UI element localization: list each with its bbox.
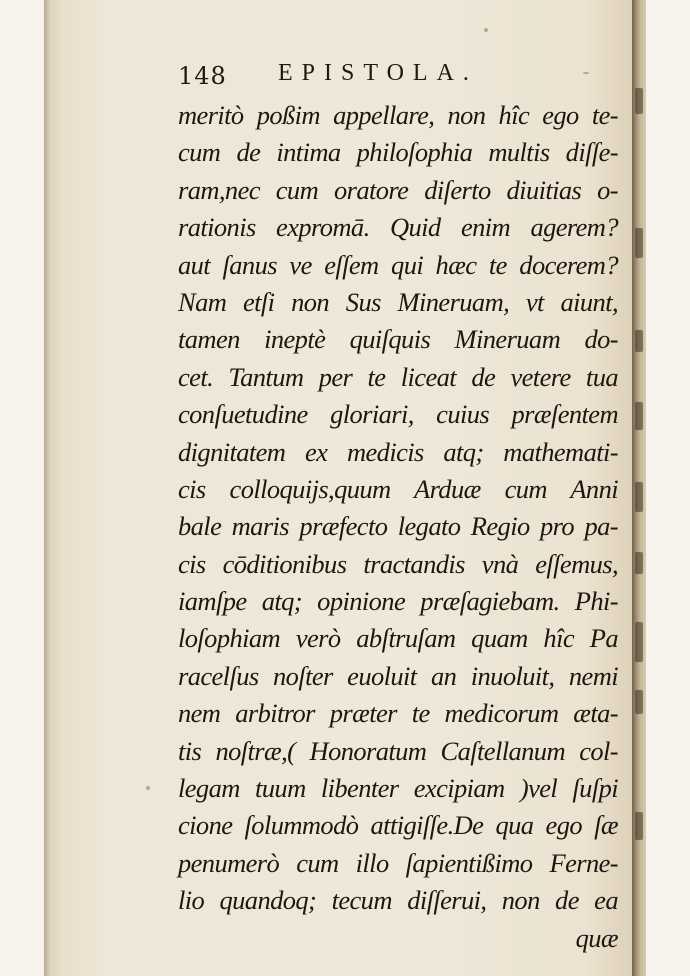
facing-page-ink	[635, 690, 643, 714]
text-line: meritò poßim appellare, non hîc ego te-	[178, 100, 618, 130]
page-number: 148	[178, 62, 227, 90]
paper-speck	[484, 28, 488, 32]
facing-page-ink	[635, 330, 643, 352]
paper-speck	[146, 786, 150, 790]
running-head: EPISTOLA.	[278, 60, 478, 86]
facing-page-edge	[632, 0, 646, 976]
text-line: cis colloquijs,quum Arduæ cum Anni	[178, 473, 618, 504]
text-line: ram,nec cum oratore diſerto diuitias o-	[178, 174, 618, 205]
text-line: aut ſanus ve eſſem qui hæc te docerem?	[178, 249, 618, 280]
facing-page-ink	[635, 402, 643, 430]
text-line: cum de intima philoſophia multis diſſe-	[178, 137, 618, 168]
text-line: tis noſtræ,( Honoratum Caſtellanum col-	[178, 735, 618, 766]
text-line: dignitatem ex medicis atq; mathemati-	[178, 436, 618, 467]
facing-page-ink	[635, 552, 643, 574]
facing-page-ink	[635, 482, 643, 512]
text-line: cet. Tantum per te liceat de vetere tua	[178, 361, 618, 392]
text-line: iamſpe atq; opinione præſagiebam. Phi-	[178, 586, 618, 617]
text-line: rationis expromā. Quid enim agerem?	[178, 212, 618, 243]
text-line: Nam etſi non Sus Mineruam, vt aiunt,	[178, 286, 618, 317]
text-line: penumerò cum illo ſapientißimo Ferne-	[178, 847, 618, 878]
facing-page-ink	[635, 812, 643, 840]
facing-page-ink	[635, 88, 643, 114]
gutter-shadow	[44, 0, 50, 976]
body-text	[178, 97, 618, 957]
text-line: loſophiam verò abſtruſam quam hîc Pa	[178, 623, 618, 654]
catchword: quæ	[575, 922, 618, 953]
text-line: conſuetudine gloriari, cuius præſentem	[178, 399, 618, 430]
facing-page-ink	[635, 228, 643, 258]
facing-page-ink	[635, 622, 643, 662]
text-line: lio quandoq; tecum diſſerui, non de ea	[178, 885, 618, 916]
text-line: racelſus noſter euoluit an inuoluit, nemi	[178, 660, 618, 691]
text-line: nem arbitror præter te medicorum ætа-	[178, 698, 618, 729]
text-line: bale maris præfecto legato Regio pro pa-	[178, 511, 618, 542]
page-header	[178, 58, 608, 98]
text-line: legam tuum libenter excipiam )vel ſuſpi	[178, 773, 618, 804]
text-line: tamen ineptè quiſquis Mineruam do-	[178, 324, 618, 355]
text-line: cis cōditionibus tractandis vnà eſſemus,	[178, 548, 618, 579]
text-line: cione ſolummodò attigiſſe.De qua ego ſæ	[178, 810, 618, 841]
